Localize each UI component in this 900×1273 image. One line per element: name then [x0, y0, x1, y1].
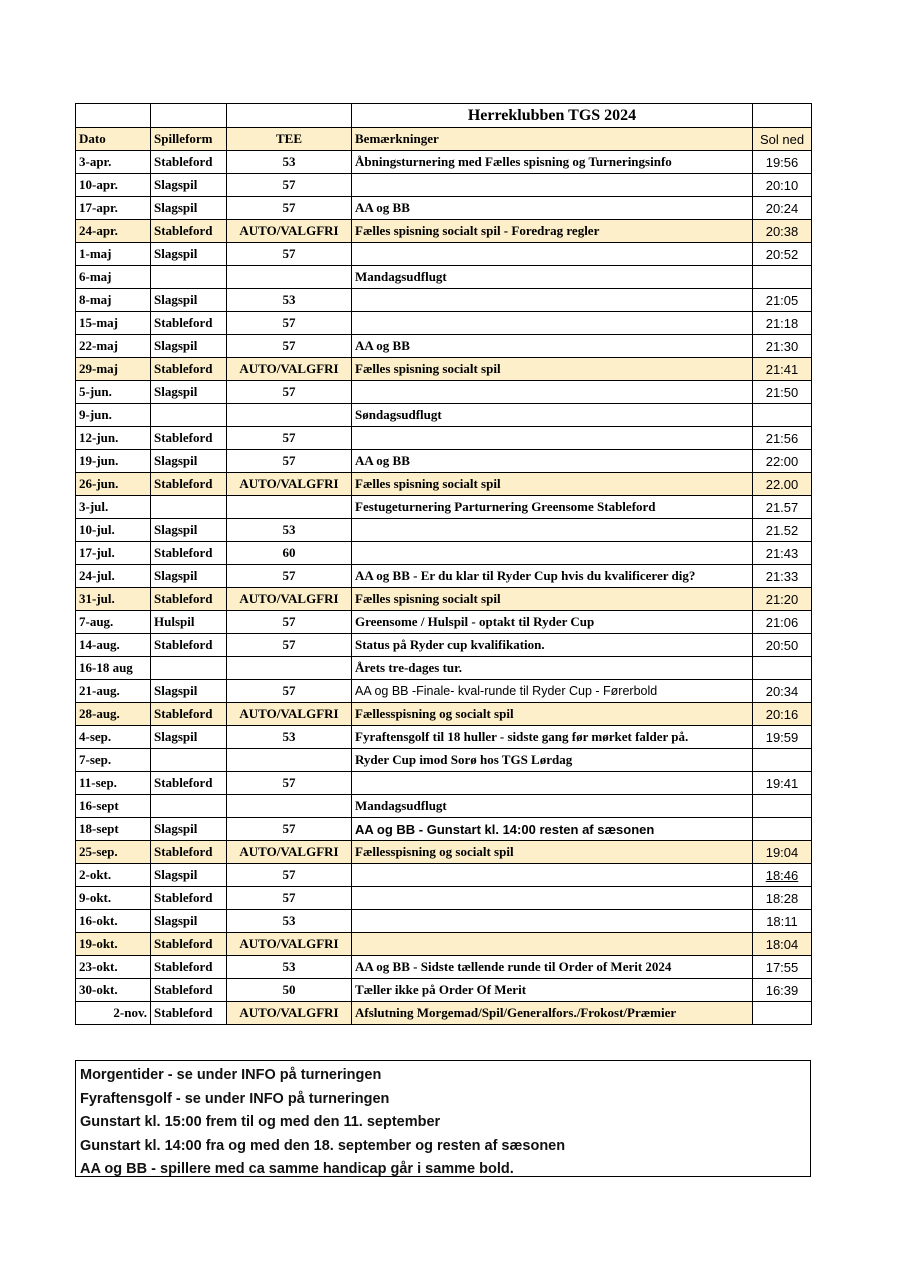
cell-dato: 25-sep. [76, 841, 151, 864]
table-row [76, 841, 812, 864]
cell-sol-ned [753, 266, 812, 289]
cell-bemaerkninger [352, 174, 753, 197]
table-row [76, 335, 812, 358]
cell-spilleform [151, 404, 227, 427]
cell-sol-ned [753, 749, 812, 772]
title-cell-empty [227, 104, 352, 128]
table-row [76, 956, 812, 979]
cell-sol-ned [753, 657, 812, 680]
cell-sol-ned: 21:56 [753, 427, 812, 450]
cell-bemaerkninger: Åbningsturnering med Fælles spisning og Turneringsinfo [352, 151, 753, 174]
cell-tee: 57 [227, 887, 352, 910]
cell-dato: 29-maj [76, 358, 151, 381]
cell-bemaerkninger: AA og BB - Gunstart kl. 14:00 resten af sæsonen [352, 818, 753, 841]
cell-spilleform: Slagspil [151, 197, 227, 220]
cell-dato: 17-jul. [76, 542, 151, 565]
cell-spilleform: Stableford [151, 358, 227, 381]
cell-sol-ned: 19:04 [753, 841, 812, 864]
cell-sol-ned: 17:55 [753, 956, 812, 979]
cell-sol-ned: 18:28 [753, 887, 812, 910]
cell-bemaerkninger: AA og BB [352, 197, 753, 220]
table-row [76, 519, 812, 542]
cell-spilleform: Slagspil [151, 381, 227, 404]
cell-spilleform: Stableford [151, 634, 227, 657]
cell-spilleform [151, 266, 227, 289]
cell-tee: 57 [227, 611, 352, 634]
cell-bemaerkninger: Festugeturnering Parturnering Greensome Stableford [352, 496, 753, 519]
cell-sol-ned: 20:50 [753, 634, 812, 657]
cell-spilleform: Stableford [151, 933, 227, 956]
table-row [76, 611, 812, 634]
cell-bemaerkninger: Afslutning Morgemad/Spil/Generalfors./Frokost/Præmier [352, 1002, 753, 1025]
cell-dato: 4-sep. [76, 726, 151, 749]
cell-spilleform: Stableford [151, 703, 227, 726]
cell-bemaerkninger [352, 887, 753, 910]
cell-sol-ned: 18:11 [753, 910, 812, 933]
cell-sol-ned: 20:24 [753, 197, 812, 220]
table-row [76, 243, 812, 266]
cell-dato: 10-apr. [76, 174, 151, 197]
table-row [76, 680, 812, 703]
table-row [76, 726, 812, 749]
table-row [76, 220, 812, 243]
cell-tee: 57 [227, 243, 352, 266]
cell-sol-ned: 21:30 [753, 335, 812, 358]
cell-sol-ned: 21.57 [753, 496, 812, 519]
header-dato: Dato [76, 128, 151, 151]
cell-bemaerkninger: AA og BB -Finale- kval-runde til Ryder Cup - Førerbold [352, 680, 753, 703]
cell-spilleform: Stableford [151, 588, 227, 611]
cell-bemaerkninger: Greensome / Hulspil - optakt til Ryder Cup [352, 611, 753, 634]
cell-spilleform: Stableford [151, 1002, 227, 1025]
table-row [76, 749, 812, 772]
title-row [76, 104, 812, 128]
cell-bemaerkninger: Tæller ikke på Order Of Merit [352, 979, 753, 1002]
cell-dato: 3-apr. [76, 151, 151, 174]
table-row [76, 151, 812, 174]
cell-tee: 57 [227, 772, 352, 795]
cell-spilleform: Slagspil [151, 910, 227, 933]
cell-bemaerkninger: Status på Ryder cup kvalifikation. [352, 634, 753, 657]
table-row [76, 358, 812, 381]
cell-bemaerkninger: Fælles spisning socialt spil - Foredrag regler [352, 220, 753, 243]
cell-spilleform: Slagspil [151, 243, 227, 266]
cell-tee: 53 [227, 151, 352, 174]
cell-dato: 2-okt. [76, 864, 151, 887]
table-row [76, 289, 812, 312]
table-row [76, 588, 812, 611]
cell-sol-ned [753, 818, 812, 841]
page-title: Herreklubben TGS 2024 [352, 104, 753, 128]
cell-dato: 23-okt. [76, 956, 151, 979]
table-row [76, 174, 812, 197]
cell-spilleform: Stableford [151, 220, 227, 243]
table-row [76, 312, 812, 335]
cell-tee: 57 [227, 381, 352, 404]
cell-tee: 57 [227, 174, 352, 197]
cell-tee [227, 266, 352, 289]
cell-spilleform: Slagspil [151, 450, 227, 473]
cell-dato: 19-jun. [76, 450, 151, 473]
cell-sol-ned: 20:38 [753, 220, 812, 243]
cell-dato: 15-maj [76, 312, 151, 335]
cell-bemaerkninger: Fællesspisning og socialt spil [352, 703, 753, 726]
cell-bemaerkninger [352, 243, 753, 266]
cell-spilleform: Stableford [151, 312, 227, 335]
cell-spilleform: Slagspil [151, 818, 227, 841]
cell-dato: 7-sep. [76, 749, 151, 772]
cell-tee: AUTO/VALGFRI [227, 588, 352, 611]
table-row [76, 1002, 812, 1025]
cell-sol-ned: 21:33 [753, 565, 812, 588]
cell-dato: 6-maj [76, 266, 151, 289]
cell-dato: 12-jun. [76, 427, 151, 450]
cell-dato: 24-jul. [76, 565, 151, 588]
cell-tee [227, 795, 352, 818]
cell-tee: AUTO/VALGFRI [227, 473, 352, 496]
cell-sol-ned: 20:16 [753, 703, 812, 726]
cell-tee: 50 [227, 979, 352, 1002]
note-line: Gunstart kl. 14:00 fra og med den 18. september og resten af sæsonen [80, 1137, 566, 1154]
title-cell-empty [151, 104, 227, 128]
cell-spilleform: Stableford [151, 427, 227, 450]
cell-sol-ned: 19:56 [753, 151, 812, 174]
cell-sol-ned: 21:18 [753, 312, 812, 335]
cell-tee: 57 [227, 634, 352, 657]
header-sol-ned: Sol ned [753, 128, 812, 151]
table-row [76, 864, 812, 887]
schedule-table [75, 103, 812, 1025]
cell-sol-ned: 21:05 [753, 289, 812, 312]
cell-bemaerkninger [352, 427, 753, 450]
table-row [76, 450, 812, 473]
cell-dato: 16-sept [76, 795, 151, 818]
cell-dato: 9-okt. [76, 887, 151, 910]
cell-dato: 24-apr. [76, 220, 151, 243]
cell-tee: AUTO/VALGFRI [227, 841, 352, 864]
cell-bemaerkninger: Ryder Cup imod Sorø hos TGS Lørdag [352, 749, 753, 772]
table-row [76, 266, 812, 289]
cell-spilleform: Stableford [151, 841, 227, 864]
cell-tee: 60 [227, 542, 352, 565]
cell-bemaerkninger [352, 910, 753, 933]
title-cell-empty [753, 104, 812, 128]
cell-bemaerkninger [352, 542, 753, 565]
cell-dato: 22-maj [76, 335, 151, 358]
cell-dato: 21-aug. [76, 680, 151, 703]
cell-spilleform: Slagspil [151, 519, 227, 542]
cell-tee [227, 749, 352, 772]
cell-dato: 31-jul. [76, 588, 151, 611]
cell-tee: 57 [227, 450, 352, 473]
cell-spilleform: Slagspil [151, 289, 227, 312]
cell-spilleform [151, 795, 227, 818]
cell-tee: 57 [227, 680, 352, 703]
cell-bemaerkninger [352, 864, 753, 887]
note-line: Gunstart kl. 15:00 frem til og med den 11. september [80, 1114, 441, 1130]
cell-spilleform: Stableford [151, 979, 227, 1002]
table-row [76, 772, 812, 795]
cell-spilleform: Slagspil [151, 335, 227, 358]
cell-spilleform [151, 657, 227, 680]
cell-sol-ned: 21:41 [753, 358, 812, 381]
note-line: Fyraftensgolf - se under INFO på turneringen [80, 1090, 390, 1107]
cell-bemaerkninger: AA og BB [352, 450, 753, 473]
cell-tee: 57 [227, 427, 352, 450]
cell-bemaerkninger: Fælles spisning socialt spil [352, 588, 753, 611]
cell-spilleform: Stableford [151, 772, 227, 795]
cell-spilleform: Slagspil [151, 680, 227, 703]
cell-dato: 16-18 aug [76, 657, 151, 680]
cell-dato: 30-okt. [76, 979, 151, 1002]
cell-sol-ned: 21:06 [753, 611, 812, 634]
cell-sol-ned: 21:20 [753, 588, 812, 611]
cell-tee: AUTO/VALGFRI [227, 703, 352, 726]
table-row [76, 404, 812, 427]
cell-spilleform: Slagspil [151, 174, 227, 197]
cell-sol-ned: 16:39 [753, 979, 812, 1002]
header-row [76, 128, 812, 151]
cell-tee: 53 [227, 956, 352, 979]
header-bemaerkninger: Bemærkninger [352, 128, 753, 151]
cell-sol-ned: 21:50 [753, 381, 812, 404]
note-line: Morgentider - se under INFO på turneringen [80, 1067, 382, 1083]
cell-bemaerkninger: Årets tre-dages tur. [352, 657, 753, 680]
table-row [76, 818, 812, 841]
cell-dato: 16-okt. [76, 910, 151, 933]
cell-tee: 57 [227, 335, 352, 358]
header-spilleform: Spilleform [151, 128, 227, 151]
cell-bemaerkninger [352, 519, 753, 542]
cell-tee: 57 [227, 818, 352, 841]
cell-dato: 3-jul. [76, 496, 151, 519]
cell-tee: AUTO/VALGFRI [227, 933, 352, 956]
cell-bemaerkninger: AA og BB - Er du klar til Ryder Cup hvis du kvalificerer dig? [352, 565, 753, 588]
cell-spilleform: Stableford [151, 956, 227, 979]
cell-bemaerkninger: AA og BB [352, 335, 753, 358]
cell-sol-ned [753, 1002, 812, 1025]
cell-dato: 18-sept [76, 818, 151, 841]
cell-dato: 7-aug. [76, 611, 151, 634]
table-row [76, 910, 812, 933]
cell-tee [227, 657, 352, 680]
cell-bemaerkninger: AA og BB - Sidste tællende runde til Order of Merit 2024 [352, 956, 753, 979]
cell-tee: 57 [227, 312, 352, 335]
cell-sol-ned: 21.52 [753, 519, 812, 542]
cell-bemaerkninger: Fællesspisning og socialt spil [352, 841, 753, 864]
cell-sol-ned: 18:46 [753, 864, 812, 887]
table-row [76, 657, 812, 680]
cell-bemaerkninger: Fælles spisning socialt spil [352, 473, 753, 496]
cell-tee: 53 [227, 910, 352, 933]
table-row [76, 795, 812, 818]
cell-sol-ned: 20:10 [753, 174, 812, 197]
cell-spilleform: Stableford [151, 473, 227, 496]
cell-tee: 53 [227, 726, 352, 749]
cell-dato: 8-maj [76, 289, 151, 312]
cell-sol-ned: 22:00 [753, 450, 812, 473]
table-row [76, 703, 812, 726]
cell-bemaerkninger: Mandagsudflugt [352, 795, 753, 818]
cell-bemaerkninger [352, 312, 753, 335]
cell-dato: 1-maj [76, 243, 151, 266]
cell-bemaerkninger [352, 381, 753, 404]
cell-tee: AUTO/VALGFRI [227, 358, 352, 381]
cell-tee: 53 [227, 289, 352, 312]
cell-spilleform [151, 749, 227, 772]
cell-spilleform: Slagspil [151, 864, 227, 887]
cell-spilleform: Stableford [151, 151, 227, 174]
cell-tee: 57 [227, 197, 352, 220]
cell-sol-ned: 19:41 [753, 772, 812, 795]
cell-sol-ned: 19:59 [753, 726, 812, 749]
table-row [76, 542, 812, 565]
table-row [76, 887, 812, 910]
cell-dato: 5-jun. [76, 381, 151, 404]
table-row [76, 427, 812, 450]
table-row [76, 634, 812, 657]
cell-tee: 53 [227, 519, 352, 542]
cell-sol-ned [753, 404, 812, 427]
note-line: AA og BB - spillere med ca samme handicap går i samme bold. [80, 1161, 514, 1177]
cell-tee [227, 496, 352, 519]
cell-dato: 26-jun. [76, 473, 151, 496]
cell-spilleform: Stableford [151, 542, 227, 565]
cell-tee: 57 [227, 864, 352, 887]
cell-dato: 10-jul. [76, 519, 151, 542]
cell-dato: 2-nov. [76, 1002, 151, 1025]
cell-bemaerkninger [352, 772, 753, 795]
table-row [76, 565, 812, 588]
cell-spilleform: Slagspil [151, 565, 227, 588]
table-row [76, 197, 812, 220]
cell-dato: 14-aug. [76, 634, 151, 657]
cell-sol-ned: 20:34 [753, 680, 812, 703]
cell-tee: 57 [227, 565, 352, 588]
notes-box [75, 1060, 811, 1177]
cell-bemaerkninger [352, 933, 753, 956]
cell-tee: AUTO/VALGFRI [227, 220, 352, 243]
cell-sol-ned: 22.00 [753, 473, 812, 496]
cell-spilleform: Slagspil [151, 726, 227, 749]
cell-sol-ned [753, 795, 812, 818]
cell-bemaerkninger: Mandagsudflugt [352, 266, 753, 289]
cell-sol-ned: 18:04 [753, 933, 812, 956]
cell-tee [227, 404, 352, 427]
table-row [76, 496, 812, 519]
cell-bemaerkninger: Fyraftensgolf til 18 huller - sidste gang før mørket falder på. [352, 726, 753, 749]
cell-spilleform: Stableford [151, 887, 227, 910]
cell-spilleform: Hulspil [151, 611, 227, 634]
schedule-body [76, 104, 812, 1025]
cell-sol-ned: 21:43 [753, 542, 812, 565]
cell-sol-ned: 20:52 [753, 243, 812, 266]
cell-dato: 19-okt. [76, 933, 151, 956]
cell-dato: 11-sep. [76, 772, 151, 795]
cell-dato: 17-apr. [76, 197, 151, 220]
cell-bemaerkninger: Fælles spisning socialt spil [352, 358, 753, 381]
table-row [76, 979, 812, 1002]
header-tee: TEE [227, 128, 352, 151]
table-row [76, 381, 812, 404]
cell-dato: 28-aug. [76, 703, 151, 726]
table-row [76, 473, 812, 496]
cell-dato: 9-jun. [76, 404, 151, 427]
cell-bemaerkninger [352, 289, 753, 312]
title-cell-empty [76, 104, 151, 128]
table-row [76, 933, 812, 956]
cell-tee: AUTO/VALGFRI [227, 1002, 352, 1025]
cell-bemaerkninger: Søndagsudflugt [352, 404, 753, 427]
cell-spilleform [151, 496, 227, 519]
